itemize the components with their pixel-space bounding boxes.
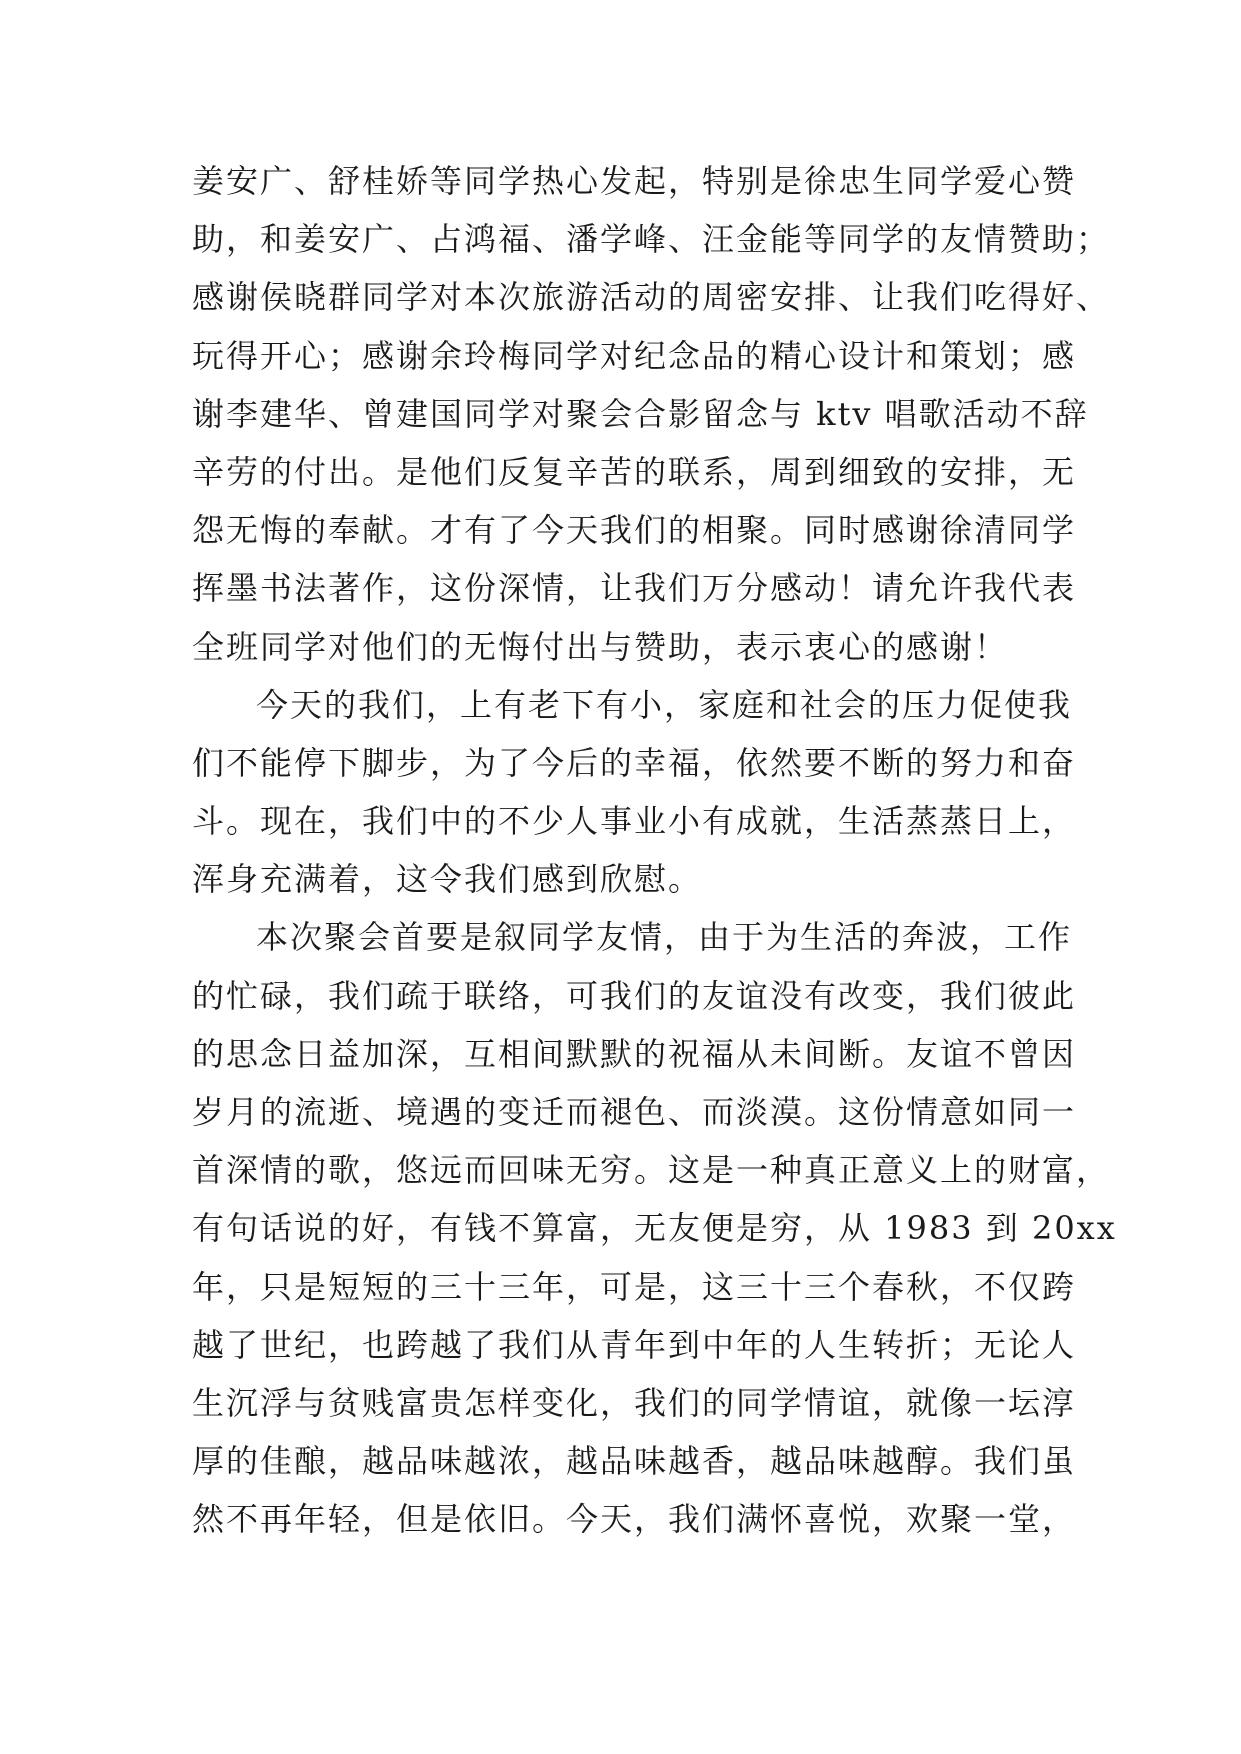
text-line: 的思念日益加深，互相间默默的祝福从未间断。友谊不曾因 — [192, 1034, 1077, 1073]
text-line: 年，只是短短的三十三年，可是，这三十三个春秋，不仅跨 — [192, 1267, 1077, 1306]
text-line: 岁月的流逝、境遇的变迁而褪色、而淡漠。这份情意如同一 — [192, 1093, 1077, 1131]
text-line: 辛劳的付出。是他们反复辛苦的联系，周到细致的安排，无 — [192, 452, 1077, 491]
text-line: 首深情的歌，悠远而回味无穷。这是一种真正意义上的财富， — [192, 1151, 1111, 1190]
text-line: 厚的佳酿，越品味越浓，越品味越香，越品味越醇。我们虽 — [192, 1442, 1077, 1481]
text-line: 的忙碌，我们疏于联络，可我们的友谊没有改变，我们彼此 — [192, 976, 1077, 1015]
text-line: 挥墨书法著作，这份深情，让我们万分感动！请允许我代表 — [192, 569, 1077, 608]
text-line: 生沉浮与贫贱富贵怎样变化，我们的同学情谊，就像一坛淳 — [192, 1383, 1077, 1422]
text-line: 谢李建华、曾建国同学对聚会合影留念与 ktv 唱歌活动不辞 — [192, 394, 1089, 433]
text-line: 有句话说的好，有钱不算富，无友便是穷，从 1983 到 20xx — [192, 1209, 1117, 1248]
text-line: 玩得开心；感谢余玲梅同学对纪念品的精心设计和策划；感 — [192, 336, 1077, 375]
text-line: 浑身充满着，这令我们感到欣慰。 — [192, 860, 703, 899]
text-line: 怨无悔的奉献。才有了今天我们的相聚。同时感谢徐清同学 — [192, 511, 1077, 550]
text-line: 们不能停下脚步，为了今后的幸福，依然要不断的努力和奋 — [192, 743, 1077, 782]
text-line: 今天的我们，上有老下有小，家庭和社会的压力促使我 — [256, 685, 1073, 724]
text-line: 越了世纪，也跨越了我们从青年到中年的人生转折；无论人 — [192, 1325, 1077, 1364]
text-line: 全班同学对他们的无悔付出与赞助，表示衷心的感谢！ — [192, 627, 1009, 666]
body-text — [192, 152, 1117, 1549]
text-line: 然不再年轻，但是依旧。今天，我们满怀喜悦，欢聚一堂， — [192, 1500, 1077, 1539]
text-line: 助，和姜安广、占鸿福、潘学峰、汪金能等同学的友情赞助； — [192, 220, 1111, 259]
text-line: 感谢侯晓群同学对本次旅游活动的周密安排、让我们吃得好、 — [192, 278, 1111, 317]
text-line: 本次聚会首要是叙同学友情，由于为生活的奔波，工作 — [256, 918, 1073, 957]
text-line: 姜安广、舒桂娇等同学热心发起，特别是徐忠生同学爱心赞 — [192, 162, 1077, 200]
text-line: 斗。现在，我们中的不少人事业小有成就，生活蒸蒸日上， — [192, 802, 1077, 841]
